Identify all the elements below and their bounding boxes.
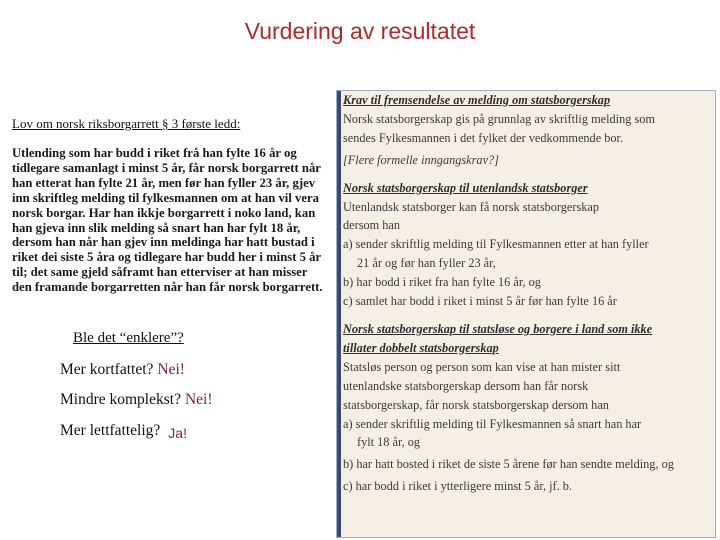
panel-list-item-cont: 21 år og før han fyller 23 år, bbox=[357, 256, 496, 271]
section-heading-statslose: Norsk statsborgerskap til statsløse og borgere i land som ikke bbox=[343, 321, 653, 336]
law-line: inn skriftleg melding til fylkesmannen om at han vil vera bbox=[12, 190, 319, 205]
panel-list-item: a) sender skriftlig melding til Fylkesmannen etter at han fyller bbox=[343, 237, 649, 252]
panel-note: [Flere formelle inngangskrav?] bbox=[343, 152, 499, 167]
panel-list-item: a) sender skriftlig melding til Fylkesmannen så snart han har bbox=[343, 416, 642, 431]
qa-question: Mindre komplekst? bbox=[60, 391, 181, 408]
qa-question: Mer kortfattet? bbox=[60, 361, 154, 378]
section-heading-utenlandsk: Norsk statsborgerskap til utenlandsk statsborger bbox=[343, 180, 588, 195]
qa-row-lettfattelig bbox=[60, 422, 187, 440]
panel-text bbox=[343, 91, 713, 496]
qa-answer: Ja! bbox=[168, 425, 187, 441]
panel-line: utenlandske statsborgerskap dersom han får norsk bbox=[343, 378, 589, 393]
panel-line: dersom han bbox=[343, 218, 401, 233]
qa-answer: Nei! bbox=[184, 391, 213, 408]
law-line: til; det same gjeld såframt han etterviser at han misser bbox=[12, 265, 308, 280]
law-line: den framande borgarretten når han får norsk borgarrett. bbox=[12, 280, 323, 295]
law-line: riket dei siste 5 åra og tidlegare har budd her i minst 5 år bbox=[12, 250, 322, 265]
section-heading-krav: Krav til fremsendelse av melding om statsborgerskap bbox=[343, 93, 611, 107]
panel-list-item: b) har hatt bosted i riket de siste 5 årene før han sendte melding, og bbox=[343, 457, 674, 472]
rewritten-law-panel bbox=[336, 90, 716, 538]
panel-line: sendes Fylkesmannen i det fylket der vedkommende bor. bbox=[343, 130, 624, 145]
qa-row-komplekst bbox=[60, 391, 213, 409]
law-paragraph bbox=[12, 146, 337, 295]
law-line: dersom han når han gjev inn meldinga har hatt bustad i bbox=[12, 235, 315, 250]
qa-row-kortfattet bbox=[60, 361, 185, 379]
qa-answer: Nei! bbox=[157, 361, 185, 378]
panel-line: Statsløs person og person som kan vise at han mister sitt bbox=[343, 359, 621, 374]
panel-line: statsborgerskap, får norsk statsborgerskap dersom han bbox=[343, 397, 609, 412]
law-line: han etterat han fylte 21 år, men før han fyller 23 år, gjev bbox=[12, 175, 316, 190]
panel-accent-bar bbox=[337, 91, 341, 537]
question-heading: Ble det “enklere”? bbox=[73, 330, 184, 346]
panel-line: Utenlandsk statsborger kan få norsk statsborgerskap bbox=[343, 199, 600, 214]
law-heading: Lov om norsk riksborgarrett § 3 første ledd: bbox=[12, 116, 241, 131]
panel-list-item: c) har bodd i riket i ytterligere minst 5 år, jf. b. bbox=[343, 479, 572, 494]
panel-list-item: b) har bodd i riket fra han fylte 16 år, og bbox=[343, 275, 541, 290]
panel-list-item: c) samlet har bodd i riket i minst 5 år før han fylte 16 år bbox=[343, 294, 617, 309]
panel-line: Norsk statsborgerskap gis på grunnlag av skriftlig melding som bbox=[343, 111, 655, 126]
section-heading-statslose-cont: tillater dobbelt statsborgerskap bbox=[343, 340, 499, 355]
law-line: han gjeva inn slik melding så snart han har fylt 18 år, bbox=[12, 220, 301, 235]
slide-title: Vurdering av resultatet bbox=[244, 18, 476, 44]
law-line: Utlending som har budd i riket frå han fylte 16 år og bbox=[12, 146, 297, 160]
qa-question: Mer lettfattelig? bbox=[60, 422, 161, 439]
law-line: norsk borgar. Har han ikkje borgarrett i noko land, kan bbox=[12, 205, 316, 220]
law-line: tidlegare samanlagt i minst 5 år, får norsk borgarrett når bbox=[12, 160, 321, 175]
panel-list-item-cont: fylt 18 år, og bbox=[357, 435, 421, 450]
